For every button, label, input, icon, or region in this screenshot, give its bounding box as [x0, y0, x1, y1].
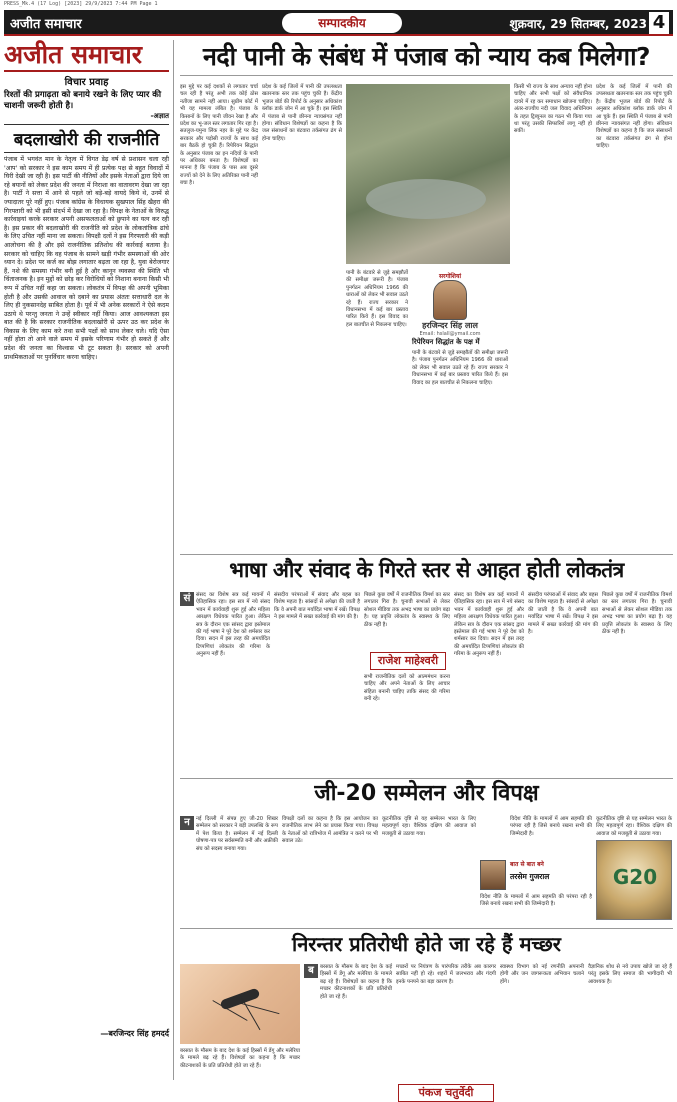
- article4-col3: स्वास्थ्य विभाग को नई रणनीति अपनानी होगी और जन जागरूकता अभियान चलाने होंगे।: [500, 964, 584, 985]
- river-photo: [346, 84, 510, 264]
- main-area: [180, 40, 673, 1099]
- masthead: अजीत समाचार: [4, 40, 169, 72]
- editorial-title: बदलाखोरी की राजनीति: [4, 124, 169, 153]
- editorial-body: पंजाब में भगवंत मान के नेतृत्व में विगत डेढ़ वर्ष से प्रशासन चला रही 'आप' को सरकार ने इस काम समय में ही प्रत्येक पक्ष से बहुत विवादों में घिरी देखी जा रही है। इस पार्टी की नीतियों और इसके नेताओं द्वारा दिये जा रहे बयानों को लेकर प्रदेश की जनता में निराशा का वातावरण देखा जा रहा है। पार्टी ने सत्ता में आने से पहले जो बड़े-बड़े वायदे किये थे, उनमें से ज्यादातर पूरे नहीं हुए। पंजाब कांग्रेस के विधायक सुखपाल सिंह खैहरा की गिरफ्तारी को भी इसी संदर्भ में देखा जा रहा है। विपक्ष के नेताओं के विरुद्ध कार्रवाइयां करके सरकार अपनी असफलताओं को छुपाने का यत्न कर रही है। इस प्रकार की बदलाखोरी की राजनीति को प्रदेश के लोकतांत्रिक ढांचे के लिए उचित नहीं माना जा सकता। विपक्षी दलों ने इस गिरफ्तारी की कड़ी आलोचना की है और इसे राजनीतिक प्रतिशोध की कार्रवाई बताया है। सरकार को चाहिए कि वह पंजाब के सामने खड़ी गंभीर समस्याओं की ओर ध्यान दे। प्रदेश पर कर्ज का बोझ लगातार बढ़ता जा रहा है, युवा बेरोजगार हैं, नशे की समस्या गंभीर बनी हुई है और कानून व्यवस्था की स्थिति भी चिंताजनक है। इन मुद्दों को छोड़ कर विरोधियों को निशाना बनाना किसी भी रूप में उचित नहीं कहा जा सकता। लोकतंत्र में विपक्ष की अपनी भूमिका होती है और उसकी आवाज को दबाने का प्रयास अंततः सत्ताधारी दल के लिए ही नुकसानदेह साबित होता है। पूर्व में भी अनेक सरकारों ने ऐसे कदम उठाये थे परन्तु जनता ने उन्हें स्वीकार नहीं किया। आज आवश्यकता इस बात की है कि सरकार राजनीतिक बदलाखोरी से ऊपर उठ कर प्रदेश के विकास के लिए काम करे तथा सभी पक्षों को साथ लेकर चले। यदि ऐसा नहीं होता तो आने वाले समय में इसके परिणाम गंभीर हो सकते हैं और प्रदेश की जनता का विश्वास भी टूट सकता है। सरकार को अपनी प्राथमिकताओं पर पुनर्विचार करना चाहिए।: [4, 156, 169, 361]
- g20-logo-image: [596, 840, 672, 920]
- article3-col2: विपक्षी दलों का कहना है कि इस आयोजन का राजनीतिक लाभ लेने का प्रयास किया गया। विपक्ष के नेताओं को रात्रिभोज में आमंत्रित न करने पर भी सवाल उठे।: [282, 816, 378, 845]
- article2-col6: संसदीय परंपराओं में संवाद और बहस का विशेष महत्व है। सांसदों से अपेक्षा की जाती है कि वे अपनी बात मर्यादित भाषा में रखें। विपक्ष ने इस मामले में सख्त कार्रवाई की मांग की है।: [528, 592, 598, 636]
- article4-col2: मच्छरों पर नियंत्रण के पारंपरिक तरीके अब कारगर साबित नहीं हो रहे। शहरों में जलभराव और गंदगी इनके पनपने का बड़ा कारण है।: [396, 964, 496, 985]
- article4-col1-lower: बरसात के मौसम के बाद देश के कई हिस्सों में डेंगू और मलेरिया के मामले बढ़ रहे हैं। विशेषज्ञों का कहना है कि मच्छर कीटनाशकों के प्रति प्रतिरोधी होते जा रहे हैं।: [180, 1048, 300, 1069]
- article4-dropcap: ब: [304, 964, 318, 978]
- article3-col5: विदेश नीति के मामलों में आम सहमति की परंपरा रही है जिसे बनाये रखना सभी की जिम्मेदारी है।: [510, 816, 592, 837]
- article1-col1: इस मुद्दे पर कई दशकों से लगातार चर्चा चल रही है परंतु अभी तक कोई ठोस नतीजा सामने नहीं आया। सुप्रीम कोर्ट में भी यह मामला लंबित है। पंजाब के किसानों के लिए पानी जीवन रेखा है और प्रदेश का भू-जल स्तर लगातार गिर रहा है। सतलुज-यमुना लिंक नहर के मुद्दे पर केंद्र सरकार और पड़ोसी राज्यों के साथ कई बार बैठकें हो चुकी हैं। रिपेरियन सिद्धांत के अनुसार पंजाब का इन नदियों के पानी पर अधिकार बनता है। विशेषज्ञों का मानना है कि पंजाब के पास अब दूसरे राज्यों को देने के लिए अतिरिक्त पानी नहीं बचा है।: [180, 84, 258, 187]
- banner-page-number: 4: [649, 12, 669, 34]
- article4-byline: पंकज चतुर्वेदी: [398, 1084, 494, 1102]
- article2-col4: सभी राजनीतिक दलों को आत्ममंथन करना चाहिए और अपने नेताओं के लिए आचार संहिता बनानी चाहिए ताकि संसद की गरिमा बनी रहे।: [364, 674, 450, 703]
- g20-logo-text: G20: [612, 865, 658, 889]
- article3-col1: नई दिल्ली में संपन्न हुए जी-20 शिखर सम्मेलन को सरकार ने बड़ी उपलब्धि के रूप में पेश किया है। सम्मेलन में नई दिल्ली घोषणा-पत्र पर सर्वसम्मति बनी और अफ्रीकी संघ को सदस्य बनाया गया।: [196, 816, 278, 852]
- article1: [180, 80, 673, 546]
- article1-subhead: रिपेरियन सिद्धांत के पक्ष में: [412, 338, 480, 346]
- column-tag: सरगोशियां: [438, 273, 462, 280]
- banner-paper-name: अजीत समाचार: [10, 17, 82, 32]
- mosquito-photo: [180, 964, 300, 1044]
- author-photo: [433, 280, 467, 320]
- article2-col7: पिछले कुछ वर्षों में राजनीतिक विमर्श का स्तर लगातार गिरा है। चुनावी सभाओं से लेकर सोशल मीडिया तक अभद्र भाषा का प्रयोग बढ़ा है। यह प्रवृत्ति लोकतंत्र के स्वास्थ्य के लिए ठीक नहीं है।: [602, 592, 672, 636]
- article3-col6: कूटनीतिक दृष्टि से यह सम्मेलन भारत के लिए महत्वपूर्ण रहा। वैश्विक दक्षिण की आवाज को मजबूती से उठाया गया।: [596, 816, 672, 837]
- article2-headline: भाषा और संवाद के गिरते स्तर से आहत होती लोकतंत्र: [180, 554, 673, 584]
- article1-col5: किसी भी राज्य के साथ अन्याय नहीं होना चाहिए और सभी पक्षों को संवैधानिक दायरे में रह कर समाधान खोजना चाहिए। अंतर-राज्यीय नदी जल विवाद अधिनियम के तहत ट्रिब्यूनल का गठन भी किया गया था परंतु उसकी सिफारिशें लागू नहीं हो सकीं।: [514, 84, 592, 135]
- article1-col6: प्रदेश के कई जिलों में पानी की उपलब्धता खतरनाक स्तर तक पहुंच चुकी है। केंद्रीय भूजल बोर्ड की रिपोर्ट के अनुसार अधिकांश ब्लॉक डार्क जोन में आ चुके हैं। इस स्थिति में पंजाब से पानी छीनना न्यायसंगत नहीं होगा। संविधान विशेषज्ञों का कहना है कि जल संसाधनों का बंटवारा तर्कसंगत ढंग से होना चाहिए।: [596, 84, 672, 150]
- article1-col2: प्रदेश के कई जिलों में पानी की उपलब्धता खतरनाक स्तर तक पहुंच चुकी है। केंद्रीय भूजल बोर्ड की रिपोर्ट के अनुसार अधिकांश ब्लॉक डार्क जोन में आ चुके हैं। इस स्थिति में पंजाब से पानी छीनना न्यायसंगत नहीं होगा। संविधान विशेषज्ञों का कहना है कि जल संसाधनों का बंटवारा तर्कसंगत ढंग से होना चाहिए।: [262, 84, 342, 142]
- article3-col4: विदेश नीति के मामलों में आम सहमति की परंपरा रही है जिसे बनाये रखना सभी की जिम्मेदारी है।: [480, 894, 592, 908]
- banner-section-title: सम्पादकीय: [282, 13, 402, 33]
- article2-dropcap: सं: [180, 592, 194, 606]
- left-column: [4, 40, 174, 1080]
- article3-column-tag: बात से बात बने: [510, 861, 544, 868]
- article2-col2: संसदीय परंपराओं में संवाद और बहस का विशेष महत्व है। सांसदों से अपेक्षा की जाती है कि वे अपनी बात मर्यादित भाषा में रखें। विपक्ष ने इस मामले में सख्त कार्रवाई की मांग की है।: [274, 592, 360, 621]
- author-name: हरजिन्दर सिंह लाल: [422, 321, 478, 330]
- article3-headline: जी-20 सम्मेलन और विपक्ष: [180, 778, 673, 808]
- article2-col3: पिछले कुछ वर्षों में राजनीतिक विमर्श का स्तर लगातार गिरा है। चुनावी सभाओं से लेकर सोशल मीडिया तक अभद्र भाषा का प्रयोग बढ़ा है। यह प्रवृत्ति लोकतंत्र के स्वास्थ्य के लिए ठीक नहीं है।: [364, 592, 450, 628]
- article1-col4: पानी के बंटवारे से जुड़े समझौतों की समीक्षा जरूरी है। पंजाब पुनर्गठन अधिनियम 1966 की धाराओं को लेकर भी सवाल उठते रहे हैं। राज्य सरकार ने विधानसभा में कई बार प्रस्ताव पारित किये हैं। इस विवाद का हल बातचीत से निकलना चाहिए।: [412, 350, 508, 386]
- quote-source: -अज्ञात: [150, 112, 169, 120]
- article2-col5: संसद का विशेष सत्र कई मायनों में ऐतिहासिक रहा। इस सत्र में नये संसद भवन में कार्यवाही शुरू हुई और महिला आरक्षण विधेयक पारित हुआ। लेकिन सत्र के दौरान एक सांसद द्वारा इस्तेमाल की गई भाषा ने पूरे देश को शर्मसार कर दिया। सदन में इस तरह की अमर्यादित टिप्पणियां लोकतंत्र की गरिमा के अनुरूप नहीं हैं।: [454, 592, 524, 658]
- article4-col4: वैज्ञानिक शोध से नये उपाय खोजे जा रहे हैं परंतु इसके लिए समाज की भागीदारी भी आवश्यक है।: [588, 964, 672, 985]
- article2-col1: संसद का विशेष सत्र कई मायनों में ऐतिहासिक रहा। इस सत्र में नये संसद भवन में कार्यवाही शुरू हुई और महिला आरक्षण विधेयक पारित हुआ। लेकिन सत्र के दौरान एक सांसद द्वारा इस्तेमाल की गई भाषा ने पूरे देश को शर्मसार कर दिया। सदन में इस तरह की अमर्यादित टिप्पणियां लोकतंत्र की गरिमा के अनुरूप नहीं हैं।: [196, 592, 270, 658]
- page-banner: [4, 10, 673, 36]
- print-slug: PRESS_Mk.4 (17 Log) [2023] 29/9/2023 7:44 PM Page 1: [4, 1, 158, 7]
- article1-col3: पानी के बंटवारे से जुड़े समझौतों की समीक्षा जरूरी है। पंजाब पुनर्गठन अधिनियम 1966 की धाराओं को लेकर भी सवाल उठते रहे हैं। राज्य सरकार ने विधानसभा में कई बार प्रस्ताव पारित किये हैं। इस विवाद का हल बातचीत से निकलना चाहिए।: [346, 270, 408, 328]
- article3-author-name: तरसेम गुजराल: [510, 872, 550, 881]
- article1-headline: नदी पानी के संबंध में पंजाब को न्याय कब मिलेगा?: [180, 40, 673, 76]
- article1-author: [410, 270, 490, 337]
- article3-author-photo: [480, 860, 506, 890]
- article4-headline: निरन्तर प्रतिरोधी होते जा रहे हैं मच्छर: [180, 928, 673, 958]
- thought-quote: रिश्तों की प्रगाढ़ता को बनाये रखने के लिए प्यार की चाशनी जरूरी होती है।: [4, 90, 162, 111]
- banner-date: शुक्रवार, 29 सितम्बर, 2023: [509, 17, 647, 31]
- article2-byline: राजेश माहेश्वरी: [370, 652, 446, 670]
- editorial-signature: —बरजिन्दर सिंह हमदर्द: [100, 1029, 169, 1038]
- article3-dropcap: न: [180, 816, 194, 830]
- article4-col1: बरसात के मौसम के बाद देश के कई हिस्सों में डेंगू और मलेरिया के मामले बढ़ रहे हैं। विशेषज्ञों का कहना है कि मच्छर कीटनाशकों के प्रति प्रतिरोधी होते जा रहे हैं।: [320, 964, 392, 1000]
- section-label: विचार प्रवाह: [64, 77, 109, 88]
- article3-col3: कूटनीतिक दृष्टि से यह सम्मेलन भारत के लिए महत्वपूर्ण रहा। वैश्विक दक्षिण की आवाज को मजबूती से उठाया गया।: [382, 816, 476, 837]
- author-email: Email: hslall@ymail.com: [419, 331, 481, 337]
